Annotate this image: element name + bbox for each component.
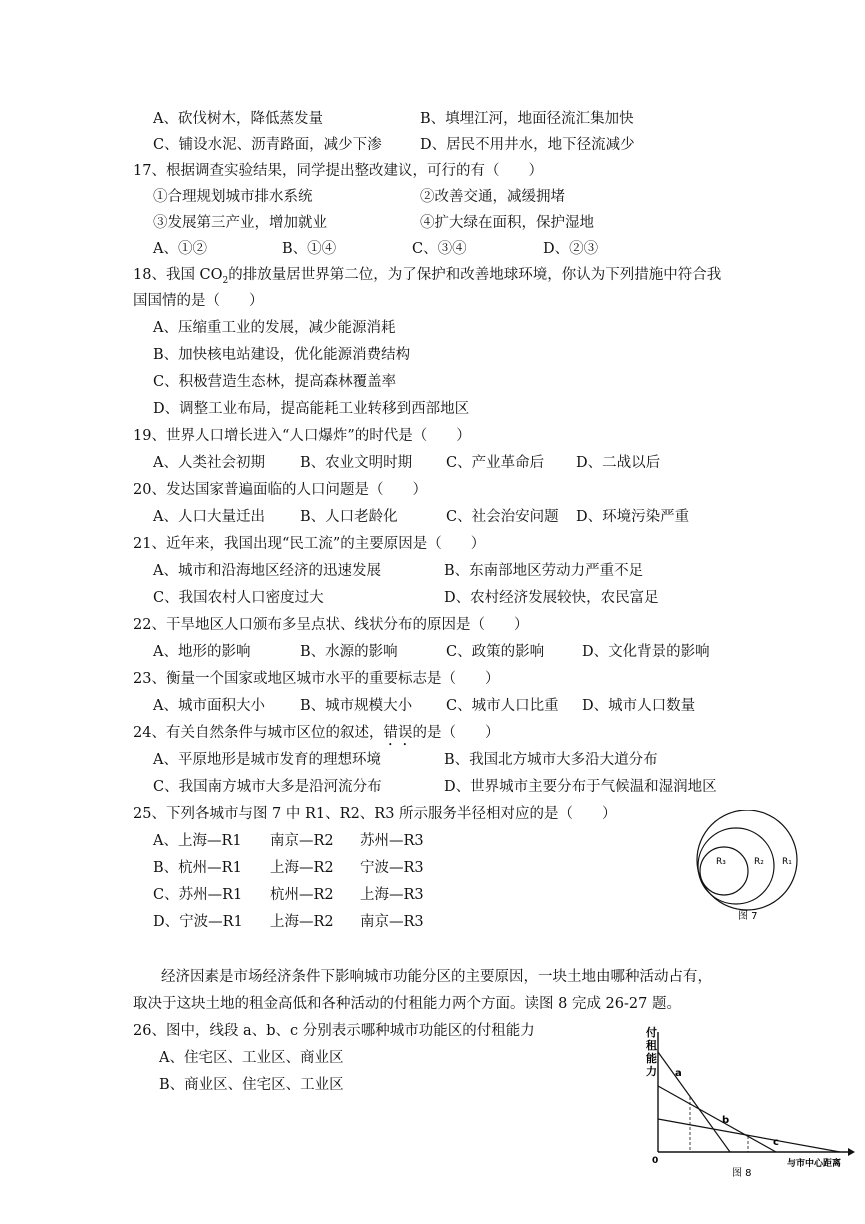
q25-row-b-2: 上海—R2 [270, 860, 334, 876]
y-axis-label-1: 付 [646, 1026, 657, 1039]
q23-option-b: B、城市规模大小 [300, 698, 413, 714]
q21-stem: 21、近年来，我国出现“民工流”的主要原因是（ ） [133, 536, 486, 552]
q22-option-a: A、地形的影响 [153, 644, 251, 660]
q19-option-d: D、二战以后 [576, 455, 661, 471]
passage-line2: 取决于这块土地的租金高低和各种活动的付租能力两个方面。读图 8 完成 26-27 题。 [133, 996, 681, 1012]
q19-stem: 19、世界人口增长进入“人口爆炸”的时代是（ ） [133, 428, 471, 444]
q22-stem: 22、干旱地区人口颁布多呈点状、线状分布的原因是（ ） [133, 617, 529, 633]
label-r2: R₂ [754, 857, 764, 867]
q23-option-a: A、城市面积大小 [153, 698, 265, 714]
q25-row-d-3: 南京—R3 [360, 914, 424, 930]
line-b-label: b [722, 1115, 730, 1126]
q17-item-3: ③发展第三产业，增加就业 [153, 215, 327, 231]
y-axis-label-2: 租 [646, 1039, 657, 1052]
q25-row-a-2: 南京—R2 [270, 833, 334, 849]
q18-stem-line1: 18、我国 $CO_2$的排放量居世界第二位，为了保护和改善地球环境，你认为下列措施中符合我 [133, 267, 722, 286]
q21-option-d: D、农村经济发展较快，农民富足 [444, 590, 659, 606]
q17-option-a: A、①② [153, 241, 207, 257]
line-c-label: c [773, 1137, 779, 1148]
y-axis-label-3: 能 [646, 1052, 657, 1065]
figure-8-caption: 图 8 [732, 1168, 752, 1179]
passage-line1: 经济因素是市场经济条件下影响城市功能分区的主要原因，一块土地由哪种活动占有， [161, 969, 712, 985]
q24-emphasis: 错误 [383, 725, 413, 741]
q17-option-c: C、③④ [412, 241, 467, 257]
q18-option-c: C、积极营造生态林，提高森林覆盖率 [153, 374, 397, 390]
q22-option-b: B、水源的影响 [300, 644, 398, 660]
q24-stem: 24、有关自然条件与城市区位的叙述，错误的是（ ） [133, 725, 500, 741]
q17-item-4: ④扩大绿在面积，保护湿地 [420, 215, 594, 231]
origin-label: 0 [652, 1156, 659, 1166]
q18-option-a: A、压缩重工业的发展，减少能源消耗 [153, 320, 396, 336]
q25-row-b-1: B、杭州—R1 [153, 860, 242, 876]
q17-item-2: ②改善交通，减缓拥堵 [420, 189, 565, 205]
q23-option-d: D、城市人口数量 [582, 698, 696, 714]
q25-row-a-1: A、上海—R1 [153, 833, 242, 849]
q24-option-c: C、我国南方城市大多是沿河流分布 [153, 779, 382, 795]
q16-option-a: A、砍伐树木，降低蒸发量 [153, 111, 323, 127]
q26-option-b: B、商业区、住宅区、工业区 [159, 1077, 344, 1093]
q19-option-a: A、人类社会初期 [153, 455, 265, 471]
q17-option-b: B、①④ [282, 241, 337, 257]
q26-stem: 26、图中，线段 a、b、c 分别表示哪种城市功能区的付租能力 [133, 1023, 535, 1039]
q25-row-c-3: 上海—R3 [360, 887, 424, 903]
label-r1: R₁ [782, 857, 792, 867]
q19-option-c: C、产业革命后 [446, 455, 545, 471]
line-a-label: a [675, 1068, 682, 1079]
q24-option-b: B、我国北方城市大多沿大道分布 [444, 752, 658, 768]
q17-option-d: D、②③ [543, 241, 599, 257]
q25-row-d-2: 上海—R2 [270, 914, 334, 930]
q18-option-d: D、调整工业布局，提高能耗工业转移到西部地区 [153, 401, 470, 417]
q24-option-a: A、平原地形是城市发育的理想环境 [153, 752, 381, 768]
q25-row-a-3: 苏州—R3 [360, 833, 424, 849]
figure-7-caption: 图 7 [738, 911, 758, 922]
q25-row-c-2: 杭州—R2 [270, 887, 334, 903]
q18-option-b: B、加快核电站建设，优化能源消费结构 [153, 347, 411, 363]
q25-row-b-3: 宁波—R3 [360, 860, 424, 876]
q23-option-c: C、城市人口比重 [446, 698, 559, 714]
line-a [658, 1052, 730, 1152]
q19-option-b: B、农业文明时期 [300, 455, 413, 471]
line-b [658, 1086, 776, 1152]
q25-row-c-1: C、苏州—R1 [153, 887, 243, 903]
y-axis-label-4: 力 [646, 1065, 657, 1078]
q16-option-b: B、填埋江河，地面径流汇集加快 [420, 111, 634, 127]
q25-stem: 25、下列各城市与图 7 中 R1、R2、R3 所示服务半径相对应的是（ ） [133, 806, 617, 822]
q22-option-d: D、文化背景的影响 [582, 644, 710, 660]
x-axis-arrow [848, 1148, 855, 1156]
q21-option-b: B、东南部地区劳动力严重不足 [444, 563, 644, 579]
q17-item-1: ①合理规划城市排水系统 [153, 189, 313, 205]
q20-option-c: C、社会治安问题 [446, 509, 559, 525]
q16-option-c: C、铺设水泥、沥青路面，减少下渗 [153, 137, 382, 153]
circle-r3 [700, 847, 748, 895]
q20-stem: 20、发达国家普遍面临的人口问题是（ ） [133, 482, 427, 498]
q26-option-a: A、住宅区、工业区、商业区 [159, 1050, 344, 1066]
q24-option-d: D、世界城市主要分布于气候温和湿润地区 [444, 779, 717, 795]
figure-8 [640, 1022, 862, 1182]
figure-7 [690, 810, 810, 930]
q20-option-a: A、人口大量迁出 [153, 509, 265, 525]
q21-option-a: A、城市和沿海地区经济的迅速发展 [153, 563, 381, 579]
line-c [658, 1119, 840, 1152]
x-axis-label: 与市中心距离 [787, 1159, 842, 1169]
q16-option-d: D、居民不用井水，地下径流减少 [420, 137, 635, 153]
q17-stem: 17、根据调查实验结果，同学提出整改建议，可行的有（ ） [133, 163, 543, 179]
q18-stem-line2: 国国情的是（ ） [133, 293, 264, 309]
q20-option-d: D、环境污染严重 [576, 509, 690, 525]
q20-option-b: B、人口老龄化 [300, 509, 398, 525]
q21-option-c: C、我国农村人口密度过大 [153, 590, 324, 606]
label-r3: R₃ [716, 857, 726, 867]
q25-row-d-1: D、宁波—R1 [153, 914, 243, 930]
q22-option-c: C、政策的影响 [446, 644, 545, 660]
q23-stem: 23、衡量一个国家或地区城市水平的重要标志是（ ） [133, 671, 500, 687]
